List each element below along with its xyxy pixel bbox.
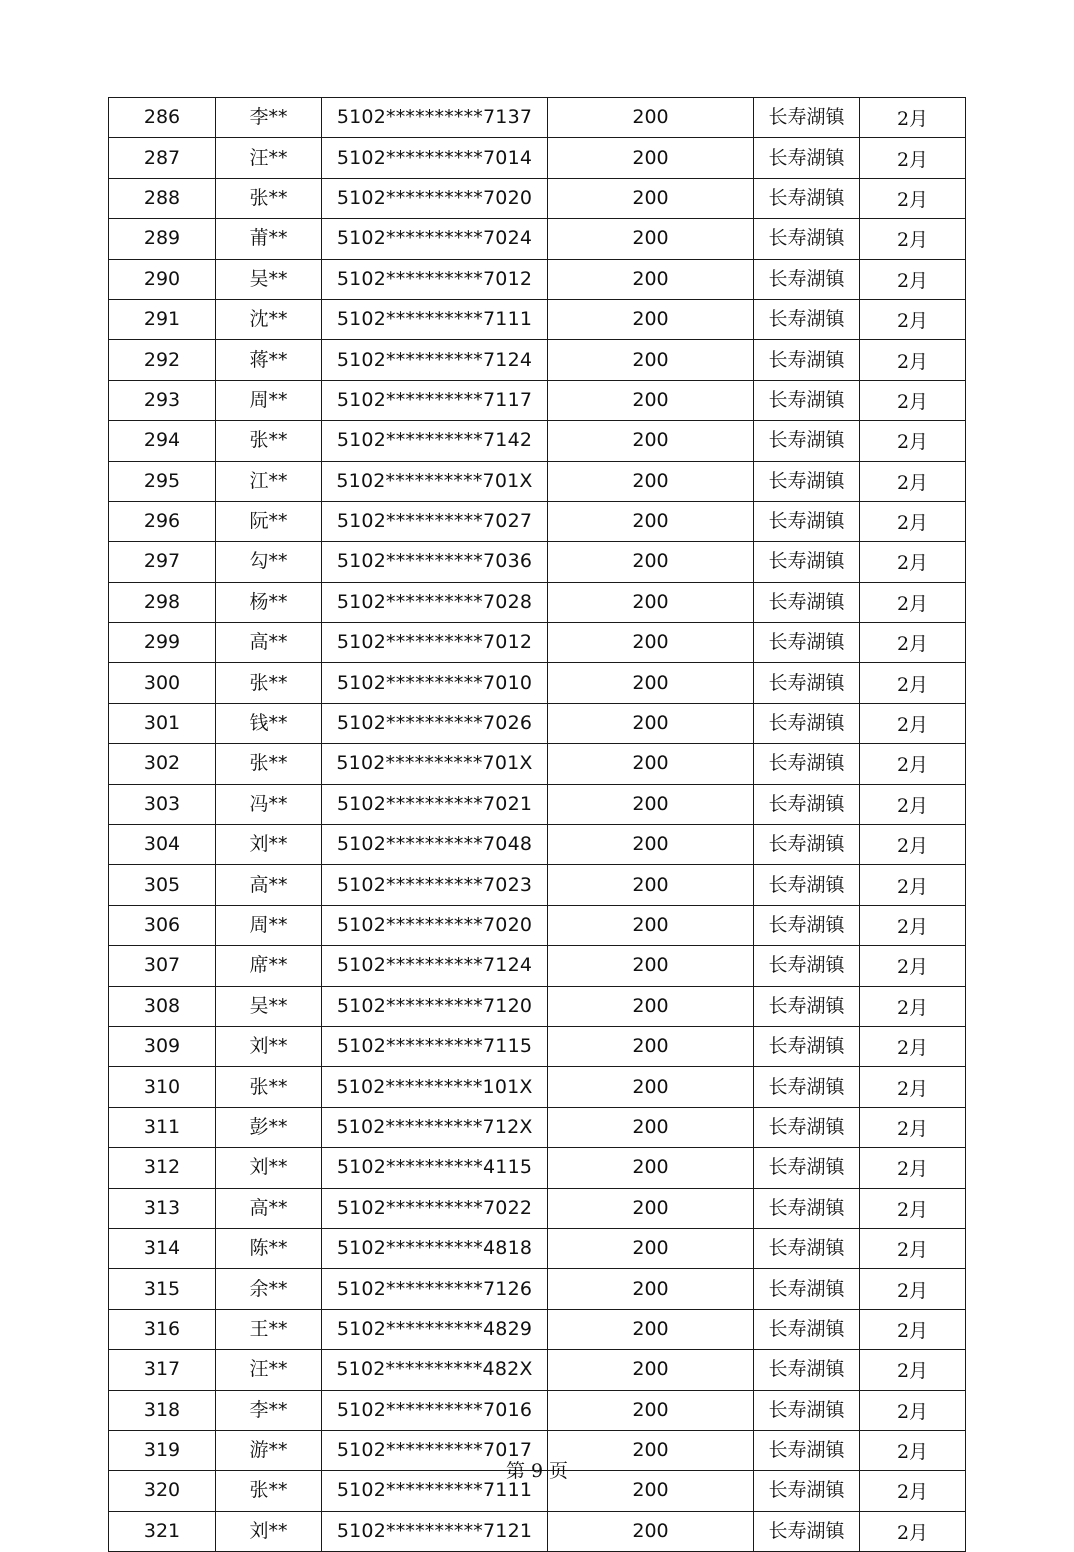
name-cell: 余** xyxy=(216,1269,322,1309)
town-cell: 长寿湖镇 xyxy=(754,1269,860,1309)
town-cell: 长寿湖镇 xyxy=(754,1309,860,1349)
amount-cell: 200 xyxy=(548,784,754,824)
table-row xyxy=(109,1188,966,1228)
table-row xyxy=(109,1511,966,1551)
amount-cell: 200 xyxy=(548,1067,754,1107)
town-cell: 长寿湖镇 xyxy=(754,865,860,905)
town-cell: 长寿湖镇 xyxy=(754,1067,860,1107)
town-cell: 长寿湖镇 xyxy=(754,1350,860,1390)
town-cell: 长寿湖镇 xyxy=(754,946,860,986)
month-cell: 2月 xyxy=(860,98,966,138)
table-row xyxy=(109,1390,966,1430)
town-cell: 长寿湖镇 xyxy=(754,340,860,380)
amount-cell: 200 xyxy=(548,98,754,138)
id-number-cell: 5102**********7024 xyxy=(322,219,548,259)
town-cell: 长寿湖镇 xyxy=(754,461,860,501)
amount-cell: 200 xyxy=(548,1269,754,1309)
table-row xyxy=(109,340,966,380)
month-cell: 2月 xyxy=(860,1390,966,1430)
month-cell: 2月 xyxy=(860,703,966,743)
month-cell: 2月 xyxy=(860,986,966,1026)
amount-cell: 200 xyxy=(548,1228,754,1268)
table-row xyxy=(109,380,966,420)
month-cell: 2月 xyxy=(860,1430,966,1470)
row-number-cell: 313 xyxy=(109,1188,216,1228)
amount-cell: 200 xyxy=(548,623,754,663)
row-number-cell: 298 xyxy=(109,582,216,622)
row-number-cell: 311 xyxy=(109,1107,216,1147)
month-cell: 2月 xyxy=(860,825,966,865)
table-row xyxy=(109,744,966,784)
month-cell: 2月 xyxy=(860,542,966,582)
table-row xyxy=(109,421,966,461)
amount-cell: 200 xyxy=(548,946,754,986)
name-cell: 李** xyxy=(216,1390,322,1430)
month-cell: 2月 xyxy=(860,259,966,299)
month-cell: 2月 xyxy=(860,178,966,218)
month-cell: 2月 xyxy=(860,1107,966,1147)
table-row xyxy=(109,986,966,1026)
town-cell: 长寿湖镇 xyxy=(754,1026,860,1066)
table-row xyxy=(109,138,966,178)
month-cell: 2月 xyxy=(860,663,966,703)
town-cell: 长寿湖镇 xyxy=(754,299,860,339)
row-number-cell: 289 xyxy=(109,219,216,259)
amount-cell: 200 xyxy=(548,744,754,784)
table-row xyxy=(109,542,966,582)
id-number-cell: 5102**********7126 xyxy=(322,1269,548,1309)
row-number-cell: 294 xyxy=(109,421,216,461)
row-number-cell: 306 xyxy=(109,905,216,945)
name-cell: 吴** xyxy=(216,259,322,299)
id-number-cell: 5102**********7016 xyxy=(322,1390,548,1430)
month-cell: 2月 xyxy=(860,1309,966,1349)
name-cell: 勾** xyxy=(216,542,322,582)
row-number-cell: 317 xyxy=(109,1350,216,1390)
id-number-cell: 5102**********4115 xyxy=(322,1148,548,1188)
amount-cell: 200 xyxy=(548,703,754,743)
table-row xyxy=(109,825,966,865)
month-cell: 2月 xyxy=(860,582,966,622)
row-number-cell: 308 xyxy=(109,986,216,1026)
name-cell: 蒋** xyxy=(216,340,322,380)
id-number-cell: 5102**********7023 xyxy=(322,865,548,905)
name-cell: 沈** xyxy=(216,299,322,339)
town-cell: 长寿湖镇 xyxy=(754,784,860,824)
month-cell: 2月 xyxy=(860,340,966,380)
page-number: 9 xyxy=(530,1460,544,1482)
name-cell: 陈** xyxy=(216,1228,322,1268)
amount-cell: 200 xyxy=(548,1148,754,1188)
row-number-cell: 318 xyxy=(109,1390,216,1430)
table-row xyxy=(109,865,966,905)
table-row xyxy=(109,501,966,541)
table-row xyxy=(109,582,966,622)
name-cell: 高** xyxy=(216,1188,322,1228)
table-row xyxy=(109,784,966,824)
id-number-cell: 5102**********7021 xyxy=(322,784,548,824)
town-cell: 长寿湖镇 xyxy=(754,1511,860,1551)
id-number-cell: 5102**********482X xyxy=(322,1350,548,1390)
name-cell: 杨** xyxy=(216,582,322,622)
amount-cell: 200 xyxy=(548,663,754,703)
town-cell: 长寿湖镇 xyxy=(754,582,860,622)
town-cell: 长寿湖镇 xyxy=(754,663,860,703)
name-cell: 吴** xyxy=(216,986,322,1026)
id-number-cell: 5102**********712X xyxy=(322,1107,548,1147)
name-cell: 江** xyxy=(216,461,322,501)
town-cell: 长寿湖镇 xyxy=(754,905,860,945)
id-number-cell: 5102**********7124 xyxy=(322,340,548,380)
name-cell: 刘** xyxy=(216,1026,322,1066)
id-number-cell: 5102**********7020 xyxy=(322,905,548,945)
town-cell: 长寿湖镇 xyxy=(754,1471,860,1511)
amount-cell: 200 xyxy=(548,1390,754,1430)
town-cell: 长寿湖镇 xyxy=(754,1107,860,1147)
amount-cell: 200 xyxy=(548,299,754,339)
amount-cell: 200 xyxy=(548,865,754,905)
town-cell: 长寿湖镇 xyxy=(754,219,860,259)
row-number-cell: 303 xyxy=(109,784,216,824)
amount-cell: 200 xyxy=(548,461,754,501)
month-cell: 2月 xyxy=(860,1511,966,1551)
amount-cell: 200 xyxy=(548,905,754,945)
id-number-cell: 5102**********7121 xyxy=(322,1511,548,1551)
name-cell: 冯** xyxy=(216,784,322,824)
name-cell: 周** xyxy=(216,380,322,420)
id-number-cell: 5102**********7117 xyxy=(322,380,548,420)
table-row xyxy=(109,299,966,339)
month-cell: 2月 xyxy=(860,946,966,986)
month-cell: 2月 xyxy=(860,1026,966,1066)
row-number-cell: 309 xyxy=(109,1026,216,1066)
name-cell: 刘** xyxy=(216,825,322,865)
row-number-cell: 314 xyxy=(109,1228,216,1268)
row-number-cell: 315 xyxy=(109,1269,216,1309)
name-cell: 钱** xyxy=(216,703,322,743)
amount-cell: 200 xyxy=(548,138,754,178)
table-row xyxy=(109,1269,966,1309)
amount-cell: 200 xyxy=(548,1188,754,1228)
town-cell: 长寿湖镇 xyxy=(754,421,860,461)
row-number-cell: 307 xyxy=(109,946,216,986)
town-cell: 长寿湖镇 xyxy=(754,1430,860,1470)
row-number-cell: 321 xyxy=(109,1511,216,1551)
amount-cell: 200 xyxy=(548,259,754,299)
name-cell: 阮** xyxy=(216,501,322,541)
row-number-cell: 302 xyxy=(109,744,216,784)
row-number-cell: 286 xyxy=(109,98,216,138)
id-number-cell: 5102**********101X xyxy=(322,1067,548,1107)
name-cell: 汪** xyxy=(216,1350,322,1390)
name-cell: 张** xyxy=(216,1067,322,1107)
amount-cell: 200 xyxy=(548,1350,754,1390)
table-row xyxy=(109,703,966,743)
id-number-cell: 5102**********7010 xyxy=(322,663,548,703)
table-row xyxy=(109,1228,966,1268)
id-number-cell: 5102**********7028 xyxy=(322,582,548,622)
row-number-cell: 291 xyxy=(109,299,216,339)
amount-cell: 200 xyxy=(548,825,754,865)
row-number-cell: 295 xyxy=(109,461,216,501)
month-cell: 2月 xyxy=(860,784,966,824)
table-row xyxy=(109,1067,966,1107)
name-cell: 莆** xyxy=(216,219,322,259)
table-row xyxy=(109,259,966,299)
row-number-cell: 297 xyxy=(109,542,216,582)
id-number-cell: 5102**********701X xyxy=(322,461,548,501)
row-number-cell: 287 xyxy=(109,138,216,178)
name-cell: 王** xyxy=(216,1309,322,1349)
name-cell: 高** xyxy=(216,623,322,663)
town-cell: 长寿湖镇 xyxy=(754,178,860,218)
amount-cell: 200 xyxy=(548,501,754,541)
row-number-cell: 292 xyxy=(109,340,216,380)
month-cell: 2月 xyxy=(860,380,966,420)
id-number-cell: 5102**********7022 xyxy=(322,1188,548,1228)
amount-cell: 200 xyxy=(548,340,754,380)
month-cell: 2月 xyxy=(860,1228,966,1268)
amount-cell: 200 xyxy=(548,1471,754,1511)
id-number-cell: 5102**********7048 xyxy=(322,825,548,865)
amount-cell: 200 xyxy=(548,1511,754,1551)
town-cell: 长寿湖镇 xyxy=(754,138,860,178)
name-cell: 刘** xyxy=(216,1511,322,1551)
amount-cell: 200 xyxy=(548,1430,754,1470)
month-cell: 2月 xyxy=(860,1148,966,1188)
id-number-cell: 5102**********7115 xyxy=(322,1026,548,1066)
town-cell: 长寿湖镇 xyxy=(754,501,860,541)
table-row xyxy=(109,1026,966,1066)
amount-cell: 200 xyxy=(548,1026,754,1066)
month-cell: 2月 xyxy=(860,744,966,784)
month-cell: 2月 xyxy=(860,1067,966,1107)
row-number-cell: 305 xyxy=(109,865,216,905)
town-cell: 长寿湖镇 xyxy=(754,825,860,865)
page-footer xyxy=(0,1456,1074,1483)
id-number-cell: 5102**********7142 xyxy=(322,421,548,461)
name-cell: 高** xyxy=(216,865,322,905)
row-number-cell: 293 xyxy=(109,380,216,420)
amount-cell: 200 xyxy=(548,421,754,461)
id-number-cell: 5102**********7027 xyxy=(322,501,548,541)
name-cell: 汪** xyxy=(216,138,322,178)
town-cell: 长寿湖镇 xyxy=(754,986,860,1026)
id-number-cell: 5102**********4818 xyxy=(322,1228,548,1268)
month-cell: 2月 xyxy=(860,421,966,461)
month-cell: 2月 xyxy=(860,623,966,663)
name-cell: 张** xyxy=(216,178,322,218)
month-cell: 2月 xyxy=(860,138,966,178)
row-number-cell: 301 xyxy=(109,703,216,743)
table-row xyxy=(109,1350,966,1390)
row-number-cell: 299 xyxy=(109,623,216,663)
row-number-cell: 288 xyxy=(109,178,216,218)
id-number-cell: 5102**********7137 xyxy=(322,98,548,138)
town-cell: 长寿湖镇 xyxy=(754,703,860,743)
row-number-cell: 296 xyxy=(109,501,216,541)
record-table xyxy=(108,97,966,1552)
name-cell: 张** xyxy=(216,1471,322,1511)
town-cell: 长寿湖镇 xyxy=(754,1148,860,1188)
table-row xyxy=(109,946,966,986)
row-number-cell: 312 xyxy=(109,1148,216,1188)
record-table-body xyxy=(109,98,966,1552)
month-cell: 2月 xyxy=(860,1269,966,1309)
town-cell: 长寿湖镇 xyxy=(754,380,860,420)
id-number-cell: 5102**********7014 xyxy=(322,138,548,178)
name-cell: 张** xyxy=(216,744,322,784)
page-footer-prefix: 第 xyxy=(505,1460,525,1482)
row-number-cell: 300 xyxy=(109,663,216,703)
amount-cell: 200 xyxy=(548,986,754,1026)
name-cell: 张** xyxy=(216,663,322,703)
table-row xyxy=(109,905,966,945)
id-number-cell: 5102**********7036 xyxy=(322,542,548,582)
month-cell: 2月 xyxy=(860,1188,966,1228)
amount-cell: 200 xyxy=(548,542,754,582)
amount-cell: 200 xyxy=(548,380,754,420)
table-row xyxy=(109,663,966,703)
month-cell: 2月 xyxy=(860,219,966,259)
name-cell: 刘** xyxy=(216,1148,322,1188)
town-cell: 长寿湖镇 xyxy=(754,623,860,663)
table-row xyxy=(109,1148,966,1188)
table-row xyxy=(109,178,966,218)
page-footer-suffix: 页 xyxy=(549,1460,569,1482)
table-row xyxy=(109,219,966,259)
month-cell: 2月 xyxy=(860,905,966,945)
month-cell: 2月 xyxy=(860,461,966,501)
month-cell: 2月 xyxy=(860,299,966,339)
name-cell: 李** xyxy=(216,98,322,138)
name-cell: 周** xyxy=(216,905,322,945)
id-number-cell: 5102**********4829 xyxy=(322,1309,548,1349)
id-number-cell: 5102**********7111 xyxy=(322,1471,548,1511)
name-cell: 席** xyxy=(216,946,322,986)
id-number-cell: 5102**********7120 xyxy=(322,986,548,1026)
month-cell: 2月 xyxy=(860,501,966,541)
name-cell: 游** xyxy=(216,1430,322,1470)
row-number-cell: 304 xyxy=(109,825,216,865)
row-number-cell: 310 xyxy=(109,1067,216,1107)
name-cell: 彭** xyxy=(216,1107,322,1147)
id-number-cell: 5102**********701X xyxy=(322,744,548,784)
table-row xyxy=(109,98,966,138)
month-cell: 2月 xyxy=(860,1350,966,1390)
amount-cell: 200 xyxy=(548,1107,754,1147)
town-cell: 长寿湖镇 xyxy=(754,542,860,582)
row-number-cell: 316 xyxy=(109,1309,216,1349)
table-row xyxy=(109,461,966,501)
row-number-cell: 319 xyxy=(109,1430,216,1470)
row-number-cell: 320 xyxy=(109,1471,216,1511)
amount-cell: 200 xyxy=(548,582,754,622)
name-cell: 张** xyxy=(216,421,322,461)
town-cell: 长寿湖镇 xyxy=(754,1390,860,1430)
id-number-cell: 5102**********7111 xyxy=(322,299,548,339)
town-cell: 长寿湖镇 xyxy=(754,98,860,138)
amount-cell: 200 xyxy=(548,178,754,218)
id-number-cell: 5102**********7026 xyxy=(322,703,548,743)
table-row xyxy=(109,1309,966,1349)
id-number-cell: 5102**********7012 xyxy=(322,623,548,663)
table-row xyxy=(109,1107,966,1147)
id-number-cell: 5102**********7020 xyxy=(322,178,548,218)
row-number-cell: 290 xyxy=(109,259,216,299)
month-cell: 2月 xyxy=(860,1471,966,1511)
id-number-cell: 5102**********7017 xyxy=(322,1430,548,1470)
table-row xyxy=(109,623,966,663)
town-cell: 长寿湖镇 xyxy=(754,259,860,299)
town-cell: 长寿湖镇 xyxy=(754,744,860,784)
amount-cell: 200 xyxy=(548,1309,754,1349)
town-cell: 长寿湖镇 xyxy=(754,1188,860,1228)
town-cell: 长寿湖镇 xyxy=(754,1228,860,1268)
id-number-cell: 5102**********7012 xyxy=(322,259,548,299)
amount-cell: 200 xyxy=(548,219,754,259)
month-cell: 2月 xyxy=(860,865,966,905)
id-number-cell: 5102**********7124 xyxy=(322,946,548,986)
